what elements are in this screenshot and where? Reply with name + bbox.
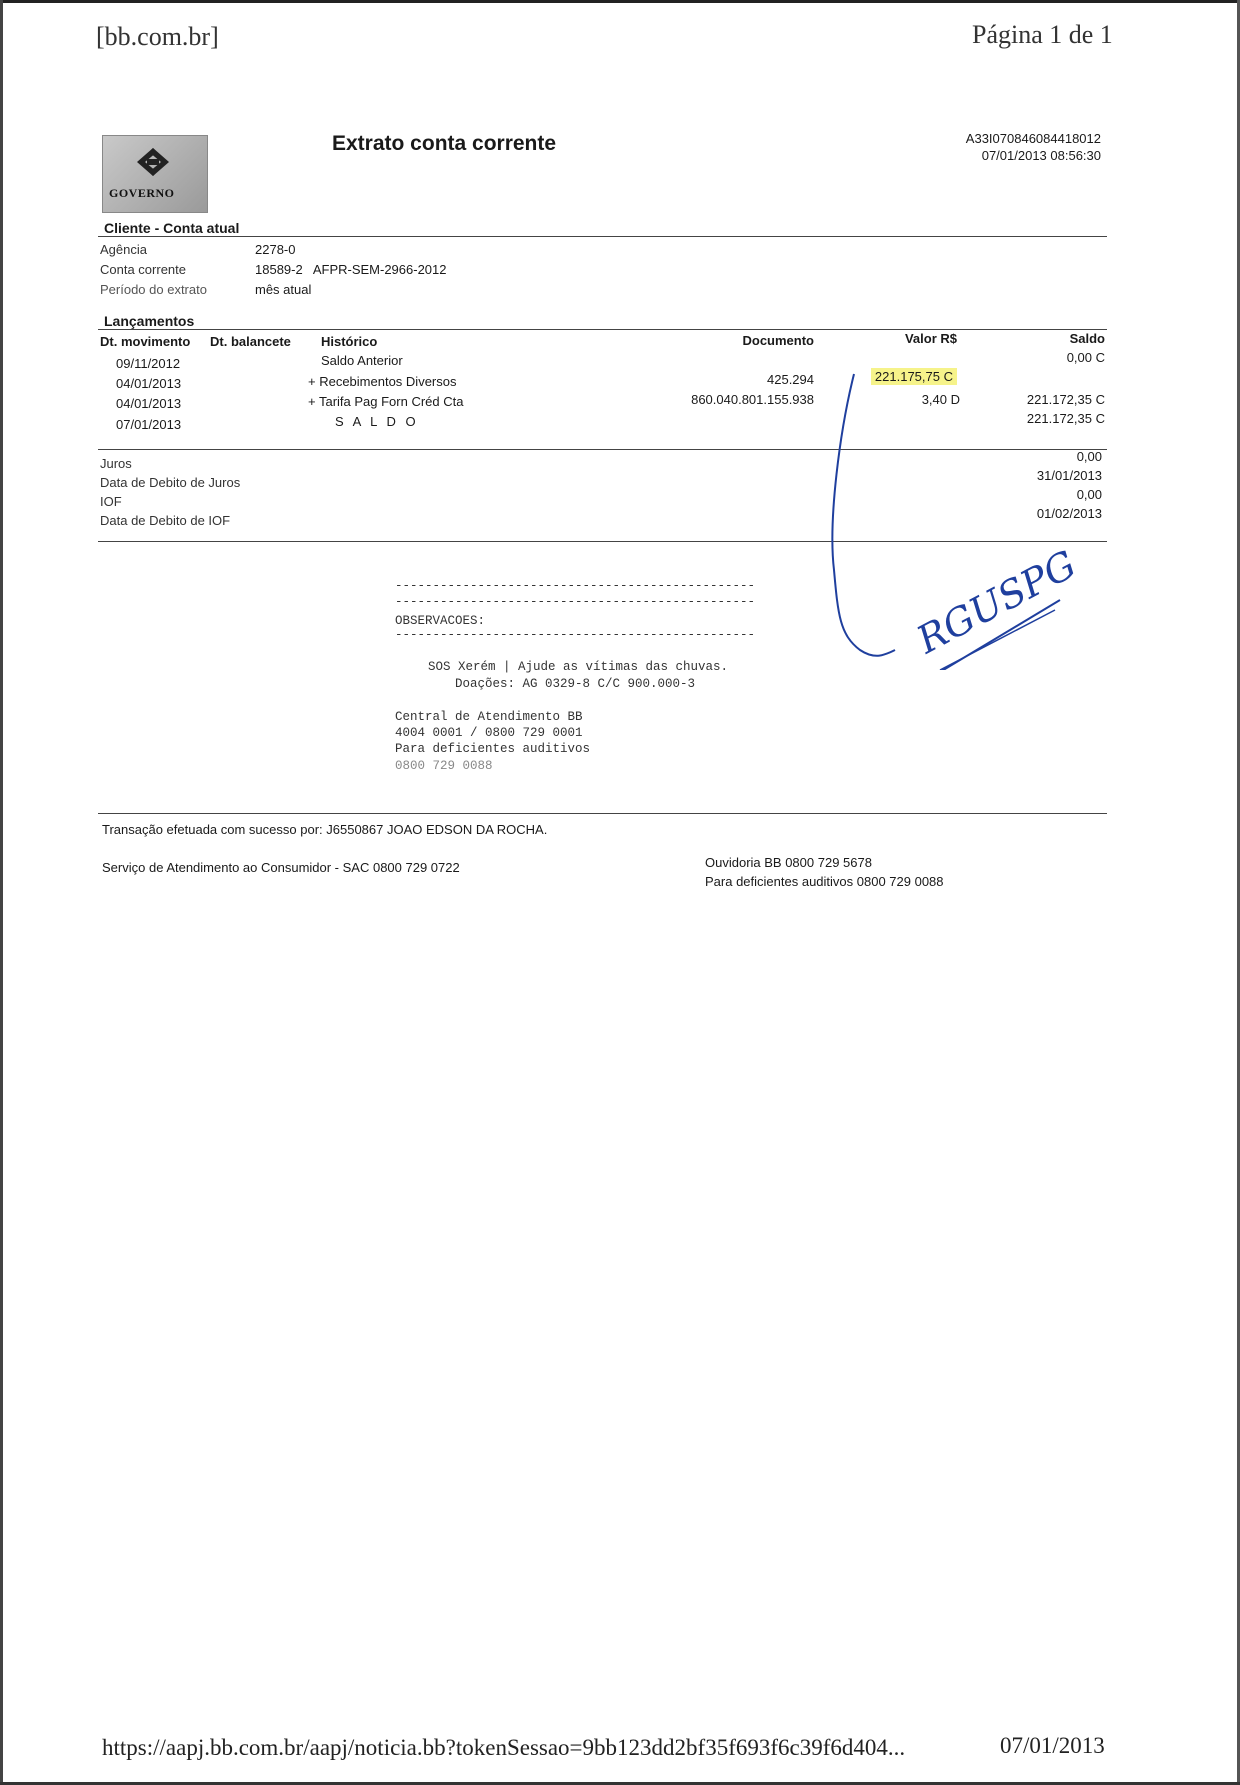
central-line: Central de Atendimento BB bbox=[395, 710, 583, 724]
table-cell: 221.172,35 C bbox=[1026, 392, 1105, 407]
page-url: https://aapj.bb.com.br/aapj/noticia.bb?tokenSessao=9bb123dd2bf35f693f6c39f6d404... bbox=[102, 1735, 906, 1760]
site-label: [bb.com.br] bbox=[96, 22, 219, 51]
divider bbox=[98, 329, 1107, 330]
juros-label: Data de Debito de IOF bbox=[100, 513, 231, 528]
table-cell: 07/01/2013 bbox=[116, 417, 182, 432]
table-cell: 09/11/2012 bbox=[116, 356, 181, 371]
field-value: mês atual bbox=[255, 282, 312, 297]
dashed-separator: ------------------------------------------------ bbox=[395, 579, 756, 593]
column-header: Dt. movimento bbox=[100, 334, 191, 349]
central-line: 0800 729 0088 bbox=[395, 759, 493, 773]
highlighted-value: 221.175,75 C bbox=[871, 368, 957, 385]
scan-border-left bbox=[0, 0, 3, 1785]
observacoes-label: OBSERVACOES: bbox=[395, 614, 486, 628]
table-cell: S A L D O bbox=[335, 414, 419, 429]
page-indicator: Página 1 de 1 bbox=[972, 20, 1113, 49]
lancamentos-section-title: Lançamentos bbox=[104, 313, 195, 329]
bank-logo bbox=[102, 135, 208, 213]
column-header: Saldo bbox=[1069, 331, 1105, 346]
handwritten-initials: RGUSPG bbox=[909, 541, 1084, 663]
field-value: 18589-2 AFPR-SEM-2966-2012 bbox=[255, 262, 447, 277]
juros-value: 0,00 bbox=[1076, 449, 1102, 464]
field-label: Período do extrato bbox=[100, 282, 207, 297]
ouvidoria-contact: Ouvidoria BB 0800 729 5678 bbox=[705, 855, 872, 870]
juros-value: 0,00 bbox=[1076, 487, 1102, 502]
table-cell: + Recebimentos Diversos bbox=[308, 374, 457, 389]
juros-value: 01/02/2013 bbox=[1036, 506, 1102, 521]
document-code-block bbox=[955, 130, 1101, 164]
field-value: 2278-0 bbox=[255, 242, 296, 257]
table-cell: Saldo Anterior bbox=[321, 353, 403, 368]
logo-label: GOVERNO bbox=[109, 186, 175, 200]
column-header: Histórico bbox=[321, 334, 378, 349]
central-line: 4004 0001 / 0800 729 0001 bbox=[395, 726, 583, 740]
dashed-separator: ------------------------------------------------ bbox=[395, 628, 756, 642]
document-code: A33I070846084418012 bbox=[965, 131, 1101, 146]
juros-label: Juros bbox=[100, 456, 132, 471]
print-date: 07/01/2013 bbox=[1000, 1733, 1105, 1758]
cliente-section-title: Cliente - Conta atual bbox=[104, 220, 240, 236]
juros-value: 31/01/2013 bbox=[1036, 468, 1102, 483]
field-label: Conta corrente bbox=[100, 262, 186, 277]
dashed-separator: ------------------------------------------------ bbox=[395, 595, 756, 609]
table-cell: + Tarifa Pag Forn Créd Cta bbox=[308, 394, 464, 409]
central-line: Para deficientes auditivos bbox=[395, 742, 591, 756]
column-header: Documento bbox=[742, 333, 814, 348]
table-cell: 221.172,35 C bbox=[1026, 411, 1105, 426]
sos-line: Doações: AG 0329-8 C/C 900.000-3 bbox=[455, 677, 696, 691]
sac-contact: Serviço de Atendimento ao Consumidor - SAC 0800 729 0722 bbox=[102, 860, 460, 875]
divider bbox=[98, 813, 1107, 814]
juros-label: Data de Debito de Juros bbox=[100, 475, 241, 490]
table-cell: 860.040.801.155.938 bbox=[691, 392, 814, 407]
juros-label: IOF bbox=[100, 494, 122, 509]
column-header: Valor R$ bbox=[904, 331, 957, 346]
document-datetime: 07/01/2013 08:56:30 bbox=[981, 148, 1101, 163]
table-cell: 3,40 D bbox=[921, 392, 960, 407]
column-header: Dt. balancete bbox=[210, 334, 291, 349]
divider bbox=[98, 236, 1107, 237]
scan-border-top bbox=[0, 0, 1240, 3]
document-title: Extrato conta corrente bbox=[332, 132, 557, 155]
ouvidoria-contact: Para deficientes auditivos 0800 729 0088 bbox=[705, 874, 944, 889]
table-cell: 04/01/2013 bbox=[116, 376, 182, 391]
table-cell: 04/01/2013 bbox=[116, 396, 182, 411]
table-cell: 0,00 C bbox=[1066, 350, 1105, 365]
table-cell: 425.294 bbox=[767, 372, 814, 387]
sos-line: SOS Xerém | Ajude as vítimas das chuvas. bbox=[428, 660, 729, 674]
field-label: Agência bbox=[100, 242, 147, 257]
bb-logo-icon bbox=[133, 144, 173, 189]
transaction-status: Transação efetuada com sucesso por: J6550867 JOAO EDSON DA ROCHA. bbox=[102, 822, 548, 837]
